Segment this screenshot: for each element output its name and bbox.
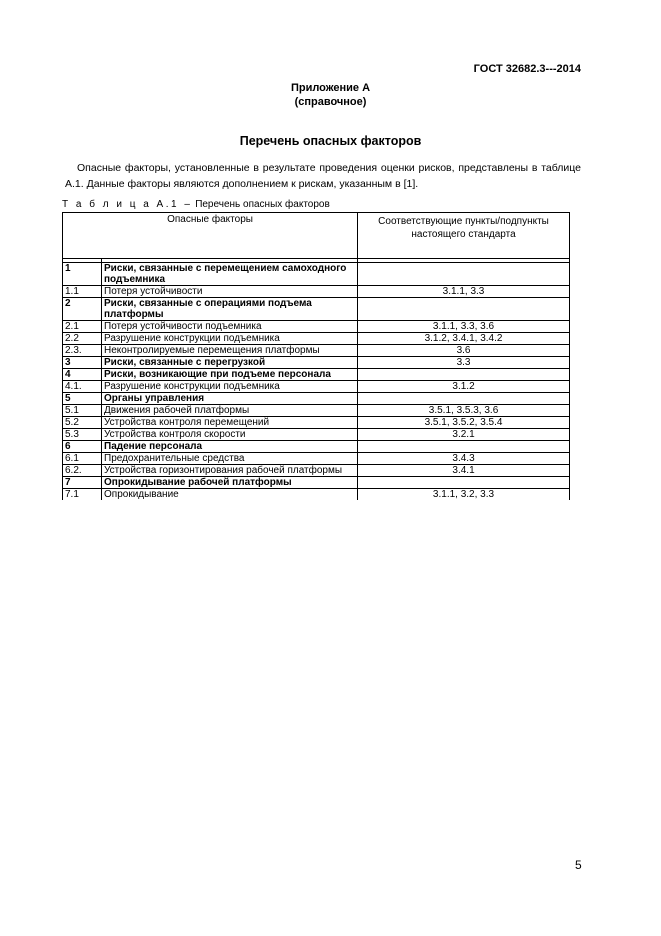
table-row bbox=[63, 345, 570, 357]
table-caption-label: Т а б л и ц а А.1 – bbox=[62, 199, 193, 210]
header-references: Соответствующие пункты/подпункты настоящего стандарта bbox=[358, 213, 570, 259]
row-reference: 3.2.1 bbox=[358, 429, 570, 441]
row-factor: Разрушение конструкции подъемника bbox=[102, 333, 358, 345]
row-factor: Риски, связанные с перемещением самоходного подъемника bbox=[102, 263, 358, 286]
row-factor: Предохранительные средства bbox=[102, 453, 358, 465]
table-row bbox=[63, 333, 570, 345]
row-reference bbox=[358, 298, 570, 321]
row-reference: 3.1.1, 3.3, 3.6 bbox=[358, 321, 570, 333]
table-row bbox=[63, 453, 570, 465]
row-reference: 3.4.1 bbox=[358, 465, 570, 477]
table-row bbox=[63, 263, 570, 286]
row-number: 7 bbox=[63, 477, 102, 489]
document-title: Перечень опасных факторов bbox=[239, 134, 422, 148]
row-number: 4.1. bbox=[63, 381, 102, 393]
row-factor: Риски, связанные с перегрузкой bbox=[102, 357, 358, 369]
table-row bbox=[63, 417, 570, 429]
row-factor: Разрушение конструкции подъемника bbox=[102, 381, 358, 393]
row-reference bbox=[358, 441, 570, 453]
row-number: 2.2 bbox=[63, 333, 102, 345]
row-number: 2.3. bbox=[63, 345, 102, 357]
row-factor: Потеря устойчивости подъемника bbox=[102, 321, 358, 333]
table-row bbox=[63, 465, 570, 477]
table-caption-title: Перечень опасных факторов bbox=[195, 199, 330, 210]
row-reference bbox=[358, 477, 570, 489]
page-number: 5 bbox=[575, 858, 582, 872]
table-row bbox=[63, 321, 570, 333]
standard-number: ГОСТ 32682.3---2014 bbox=[473, 63, 581, 75]
row-reference: 3.6 bbox=[358, 345, 570, 357]
row-reference bbox=[358, 263, 570, 286]
row-number: 5.3 bbox=[63, 429, 102, 441]
row-number: 1.1 bbox=[63, 286, 102, 298]
row-reference: 3.1.1, 3.2, 3.3 bbox=[358, 489, 570, 501]
row-reference bbox=[358, 369, 570, 381]
row-reference: 3.1.1, 3.3 bbox=[358, 286, 570, 298]
table-row bbox=[63, 298, 570, 321]
row-reference: 3.4.3 bbox=[358, 453, 570, 465]
appendix-title: Приложение А bbox=[290, 82, 371, 94]
row-number: 7.1 bbox=[63, 489, 102, 501]
row-number: 2 bbox=[63, 298, 102, 321]
row-factor: Органы управления bbox=[102, 393, 358, 405]
table-row bbox=[63, 393, 570, 405]
row-factor: Опрокидывание bbox=[102, 489, 358, 501]
table-row bbox=[63, 429, 570, 441]
row-factor: Опрокидывание рабочей платформы bbox=[102, 477, 358, 489]
row-number: 6 bbox=[63, 441, 102, 453]
row-number: 1 bbox=[63, 263, 102, 286]
row-number: 4 bbox=[63, 369, 102, 381]
row-reference: 3.5.1, 3.5.3, 3.6 bbox=[358, 405, 570, 417]
row-factor: Устройства контроля скорости bbox=[102, 429, 358, 441]
table-row bbox=[63, 286, 570, 298]
intro-paragraph: Опасные факторы, установленные в результате проведения оценки рисков, представлены в таблице А.1. Данные факторы являются дополнением к рискам, указанным в [1]. bbox=[65, 162, 581, 190]
row-reference bbox=[358, 393, 570, 405]
appendix-subtitle: (справочное) bbox=[294, 96, 367, 108]
row-reference: 3.5.1, 3.5.2, 3.5.4 bbox=[358, 417, 570, 429]
table-row bbox=[63, 357, 570, 369]
row-factor: Движения рабочей платформы bbox=[102, 405, 358, 417]
row-factor: Неконтролируемые перемещения платформы bbox=[102, 345, 358, 357]
table-row bbox=[63, 477, 570, 489]
row-factor: Риски, возникающие при подъеме персонала bbox=[102, 369, 358, 381]
row-number: 3 bbox=[63, 357, 102, 369]
row-factor: Устройства контроля перемещений bbox=[102, 417, 358, 429]
hazards-table bbox=[62, 212, 570, 500]
row-factor: Устройства горизонтирования рабочей платформы bbox=[102, 465, 358, 477]
row-factor: Потеря устойчивости bbox=[102, 286, 358, 298]
table-caption bbox=[62, 199, 330, 210]
row-number: 5.2 bbox=[63, 417, 102, 429]
row-number: 5.1 bbox=[63, 405, 102, 417]
table-row bbox=[63, 441, 570, 453]
table-row bbox=[63, 405, 570, 417]
row-factor: Падение персонала bbox=[102, 441, 358, 453]
row-number: 2.1 bbox=[63, 321, 102, 333]
row-number: 6.1 bbox=[63, 453, 102, 465]
row-number: 5 bbox=[63, 393, 102, 405]
row-reference: 3.1.2, 3.4.1, 3.4.2 bbox=[358, 333, 570, 345]
table-row bbox=[63, 369, 570, 381]
table-row bbox=[63, 381, 570, 393]
table-header-row bbox=[63, 213, 570, 259]
row-reference: 3.3 bbox=[358, 357, 570, 369]
header-factors: Опасные факторы bbox=[63, 213, 358, 259]
row-factor: Риски, связанные с операциями подъема платформы bbox=[102, 298, 358, 321]
row-number: 6.2. bbox=[63, 465, 102, 477]
row-reference: 3.1.2 bbox=[358, 381, 570, 393]
table-row bbox=[63, 489, 570, 501]
